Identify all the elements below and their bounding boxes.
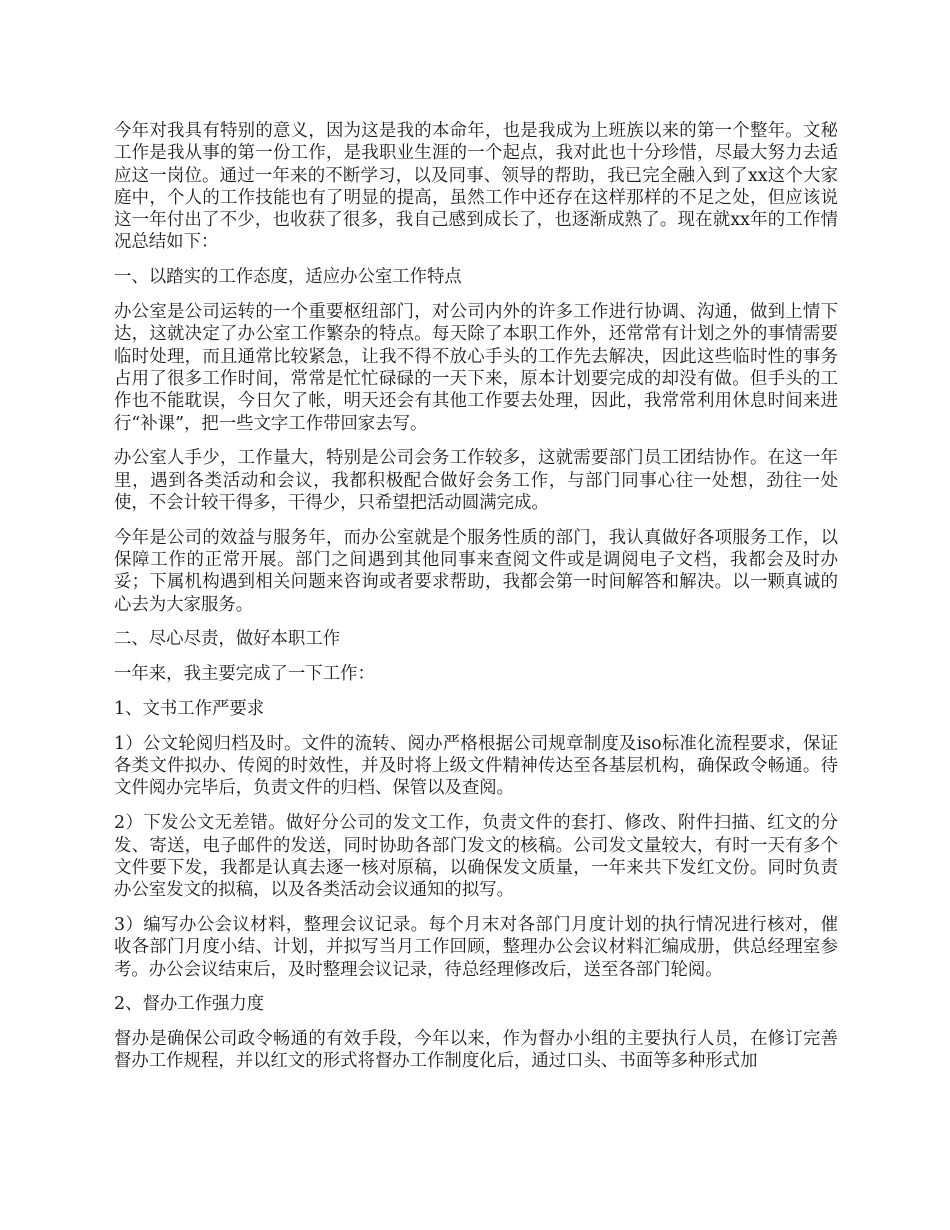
body-paragraph: 今年是公司的效益与服务年，而办公室就是个服务性质的部门，我认真做好各项服务工作，以保障工作的正常开展。部门之间遇到其他同事来查阅文件或是调阅电子文档，我都会及时办妥；下属机构遇到相关问题来咨询或者要求帮助，我都会第一时间解答和解决。以一颗真诚的心去为大家服务。 <box>114 527 838 615</box>
list-item: 2）下发公文无差错。做好分公司的发文工作，负责文件的套打、修改、附件扫描、红文的分发、寄送，电子邮件的发送，同时协助各部门发文的核稿。公司发文量较大，有时一天有多个文件要下发，我都是认真去逐一核对原稿，以确保发文质量，一年来共下发红文份。同时负责办公室发文的拟稿，以及各类活动会议通知的拟写。 <box>114 813 838 901</box>
subsection-heading-1: 1、文书工作严要求 <box>114 699 265 720</box>
intro-paragraph: 今年对我具有特别的意义，因为这是我的本命年，也是我成为上班族以来的第一个整年。文秘工作是我从事的第一份工作，是我职业生涯的一个起点，我对此也十分珍惜，尽最大努力去适应这一岗位。通过一年来的不断学习，以及同事、领导的帮助，我已完全融入到了xx这个大家庭中，个人的工作技能也有了明显的提高，虽然工作中还存在这样那样的不足之处，但应该说这一年付出了不少，也收获了很多，我自己感到成长了，也逐渐成熟了。现在就xx年的工作情况总结如下： <box>114 121 838 253</box>
section-heading-2: 二、尽心尽责，做好本职工作 <box>114 629 341 650</box>
body-paragraph: 办公室是公司运转的一个重要枢纽部门，对公司内外的许多工作进行协调、沟通，做到上情下达，这就决定了办公室工作繁杂的特点。每天除了本职工作外，还常常有计划之外的事情需要临时处理，而且通常比较紧急，让我不得不放心手头的工作先去解决，因此这些临时性的事务占用了很多工作时间，常常是忙忙碌碌的一天下来，原本计划要完成的却没有做。但手头的工作也不能耽误，今日欠了帐，明天还会有其他工作要去处理，因此，我常常利用休息时间来进行“补课”，把一些文字工作带回家去写。 <box>114 302 838 434</box>
list-item: 1）公文轮阅归档及时。文件的流转、阅办严格根据公司规章制度及iso标准化流程要求，保证各类文件拟办、传阅的时效性，并及时将上级文件精神传达至各基层机构，确保政令畅通。待文件阅办完毕后，负责文件的归档、保管以及查阅。 <box>114 733 838 799</box>
body-paragraph: 一年来，我主要完成了一下工作： <box>114 664 375 685</box>
section-heading-1: 一、以踏实的工作态度，适应办公室工作特点 <box>114 267 462 288</box>
list-item: 3）编写办公会议材料，整理会议记录。每个月末对各部门月度计划的执行情况进行核对，催收各部门月度小结、计划，并拟写当月工作回顾，整理办公会议材料汇编成册，供总经理室参考。办公会议结束后，及时整理会议记录，待总经理修改后，送至各部门轮阅。 <box>114 914 838 980</box>
subsection-heading-2: 2、督办工作强力度 <box>114 994 265 1015</box>
document-body <box>114 120 838 1085</box>
body-paragraph: 督办是确保公司政令畅通的有效手段，今年以来，作为督办小组的主要执行人员，在修订完善督办工作规程，并以红文的形式将督办工作制度化后，通过口头、书面等多种形式加 <box>114 1029 838 1072</box>
body-paragraph: 办公室人手少，工作量大，特别是公司会务工作较多，这就需要部门员工团结协作。在这一年里，遇到各类活动和会议，我都积极配合做好会务工作，与部门同事心往一处想，劲往一处使，不会计较干得多，干得少，只希望把活动圆满完成。 <box>114 448 838 513</box>
